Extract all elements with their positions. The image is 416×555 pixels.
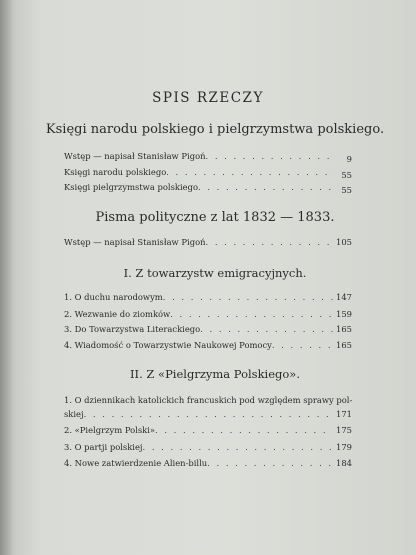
- dot-leader: [163, 291, 333, 303]
- dot-leader: [155, 424, 333, 436]
- toc-entry: [64, 150, 352, 162]
- section-heading-pisma: Pisma polityczne z lat 1832 — 1833.: [95, 210, 335, 225]
- toc-entry: [64, 236, 352, 248]
- page-gutter-shadow: [0, 0, 14, 555]
- dot-leader: [143, 441, 333, 453]
- toc-entry-label: 4. Nowe zatwierdzenie Alien-billu: [64, 458, 208, 468]
- toc-entry-page: 165: [336, 340, 352, 350]
- toc-entry-label: 3. Do Towarzystwa Literackiego: [64, 324, 201, 334]
- toc-entry-page: 147: [336, 292, 352, 302]
- toc-entry: [64, 457, 352, 469]
- toc-entry-page: 175: [336, 425, 352, 435]
- dot-leader: [198, 181, 335, 193]
- dot-leader: [84, 408, 333, 420]
- toc-entry-label: Księgi pielgrzymstwa polskiego: [64, 182, 198, 192]
- toc-entry: [64, 339, 352, 351]
- toc-entry: [64, 408, 352, 420]
- toc-entry: [64, 323, 352, 335]
- toc-entry-page: 55: [341, 185, 352, 195]
- toc-entry: [64, 291, 352, 303]
- dot-leader: [272, 339, 333, 351]
- toc-entry-page: 184: [336, 458, 352, 468]
- dot-leader: [207, 457, 333, 469]
- toc-entry-label-line2: skiej: [64, 409, 84, 419]
- toc-entry-label: 3. O partji polskiej: [64, 442, 143, 452]
- toc-entry: [64, 181, 352, 193]
- toc-entry-page: 159: [336, 309, 352, 319]
- toc-entry: [64, 424, 352, 436]
- toc-entry-page: 105: [336, 237, 352, 247]
- page-title: SPIS RZECZY: [152, 90, 264, 106]
- toc-entry-page: 9: [346, 154, 352, 164]
- toc-entry-label: Wstęp — napisał Stanisław Pigoń: [64, 151, 206, 161]
- toc-entry-label: 1. O duchu narodowym: [64, 292, 163, 302]
- section-heading-towarzystwa: I. Z towarzystw emigracyjnych.: [123, 266, 307, 280]
- dot-leader: [206, 150, 336, 162]
- section-heading-ksiegi: Księgi narodu polskiego i pielgrzymstwa polskiego.: [45, 122, 385, 137]
- toc-entry-page: 55: [341, 170, 352, 180]
- toc-entry-page: 165: [336, 324, 352, 334]
- section-heading-pielgrzym: II. Z «Pielgrzyma Polskiego».: [129, 367, 300, 381]
- toc-entry: [64, 441, 352, 453]
- toc-entry-label-line1: 1. O dziennikach katolickich francuskich pod względem sprawy pol-: [64, 395, 353, 405]
- dot-leader: [200, 323, 333, 335]
- toc-entry: [64, 308, 352, 320]
- toc-entry-page: 179: [336, 442, 352, 452]
- dot-leader: [170, 308, 333, 320]
- toc-entry: [64, 166, 352, 178]
- dot-leader: [206, 236, 334, 248]
- toc-entry-label: 2. Wezwanie do ziomków: [64, 309, 171, 319]
- toc-entry-label: Wstęp — napisał Stanisław Pigoń: [64, 237, 206, 247]
- toc-entry-label: Księgi narodu polskiego: [64, 167, 167, 177]
- toc-entry-label: 4. Wiadomość o Towarzystwie Naukowej Pomocy: [64, 340, 272, 350]
- toc-entry-label: 2. «Pielgrzym Polski»: [64, 425, 156, 435]
- toc-entry-page: 171: [336, 409, 352, 419]
- dot-leader: [166, 166, 335, 178]
